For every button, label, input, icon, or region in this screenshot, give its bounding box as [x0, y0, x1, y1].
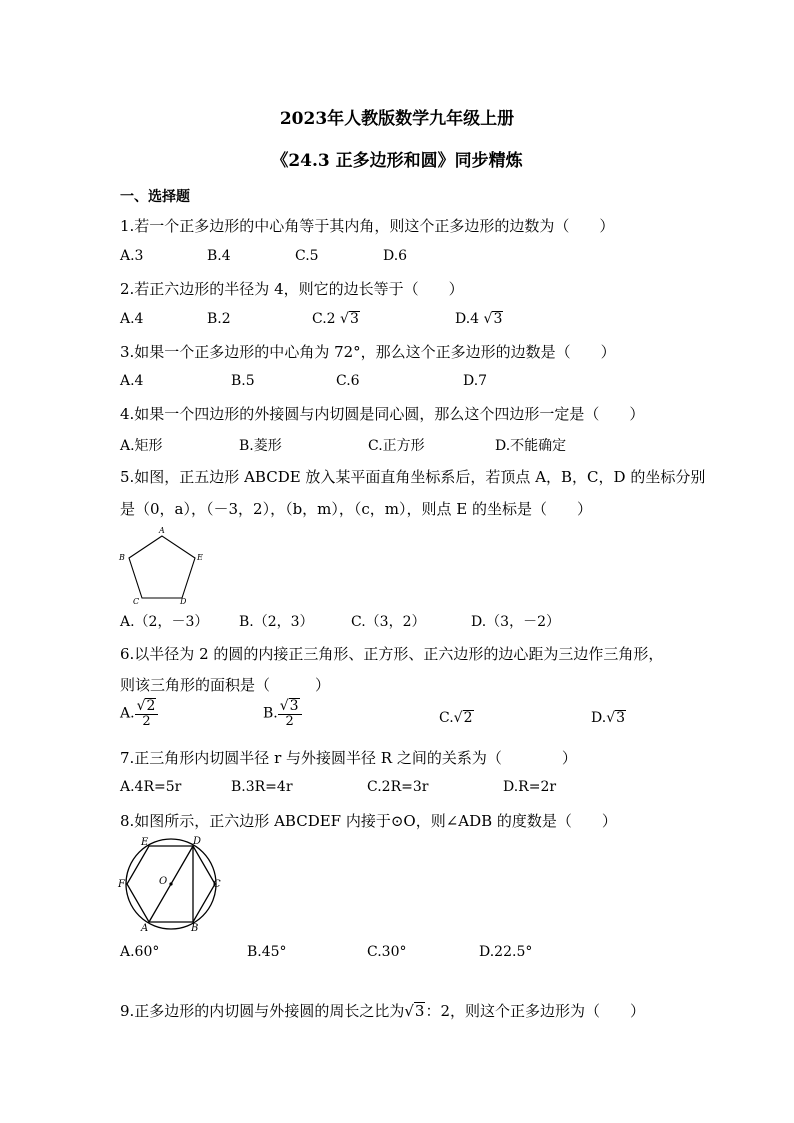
sqrt-symbol: √3: [404, 1002, 425, 1020]
radicand: 2: [146, 698, 156, 714]
q4-option-c[interactable]: C.正方形: [368, 438, 425, 454]
label-e: E: [197, 553, 203, 562]
question-9-stem: [120, 1000, 645, 1021]
q2-option-b[interactable]: B.2: [207, 311, 231, 327]
q1-option-b[interactable]: B.4: [207, 248, 231, 264]
sqrt-symbol: √3: [606, 710, 626, 726]
question-1-stem: 1.若一个正多边形的中心角等于其内角，则这个正多边形的边数为（ ）: [120, 217, 615, 235]
radicand: 3: [349, 311, 359, 327]
center-point: [169, 882, 172, 885]
fraction: [135, 698, 159, 729]
q3-option-b[interactable]: B.5: [231, 373, 255, 389]
question-4-stem: 4.如果一个四边形的外接圆与内切圆是同心圆，那么这个四边形一定是（ ）: [120, 405, 645, 423]
page-subtitle: 《24.3 正多边形和圆》同步精炼: [271, 151, 523, 171]
question-2-stem: 2.若正六边形的半径为 4，则它的边长等于（ ）: [120, 280, 464, 298]
q1-option-c[interactable]: C.5: [295, 248, 319, 264]
sqrt-symbol: √2: [453, 710, 473, 726]
label-b: B: [119, 553, 125, 562]
q8-option-c[interactable]: C.30°: [367, 944, 407, 960]
label-d: D: [180, 597, 187, 604]
page-title: 2023年人教版数学九年级上册: [279, 109, 515, 129]
q6-option-d[interactable]: [591, 710, 626, 726]
q6-option-d-label: D.: [591, 710, 607, 726]
q2-option-d[interactable]: [455, 311, 503, 327]
label-c: C: [213, 879, 221, 890]
q6-option-c-label: C.: [439, 710, 454, 726]
q5-option-b[interactable]: B.（2，3）: [239, 614, 314, 630]
q3-option-a[interactable]: A.4: [120, 373, 144, 389]
q6-option-a[interactable]: [120, 698, 158, 729]
radicand: 2: [463, 710, 473, 726]
q6-option-b-label: B.: [263, 705, 278, 722]
radicand: 3: [289, 698, 299, 714]
pentagon-figure: [116, 524, 216, 604]
denominator: 2: [285, 714, 294, 730]
label-e: E: [141, 837, 149, 848]
q5-option-c[interactable]: C.（3，2）: [351, 614, 426, 630]
q2-option-d-label: D.4: [455, 311, 480, 327]
section-heading: 一、选择题: [120, 189, 190, 205]
label-d: D: [193, 836, 202, 847]
label-a: A: [159, 526, 165, 535]
sqrt-symbol: √2: [136, 698, 156, 714]
q1-option-d[interactable]: D.6: [383, 248, 408, 264]
numerator: [135, 698, 159, 715]
q5-option-a[interactable]: A.（2，－3）: [120, 614, 209, 630]
q6-option-a-label: A.: [120, 705, 135, 722]
label-b: B: [191, 923, 199, 934]
label-o: O: [159, 876, 168, 887]
q7-option-c[interactable]: C.2R=3r: [367, 779, 429, 795]
hexagon-circle-figure: [115, 834, 225, 934]
q8-option-a[interactable]: A.60°: [120, 944, 160, 960]
q7-option-b[interactable]: B.3R=4r: [231, 779, 293, 795]
label-c: C: [133, 597, 140, 604]
q1-option-a[interactable]: A.3: [120, 248, 144, 264]
pentagon-abcde: [129, 536, 195, 598]
q2-option-c[interactable]: [312, 311, 360, 327]
numerator: [278, 698, 302, 715]
q7-option-d[interactable]: D.R=2r: [503, 779, 557, 795]
question-6-stem-line2: 则该三角形的面积是（ ）: [120, 676, 331, 694]
question-7-stem: 7.正三角形内切圆半径 r 与外接圆半径 R 之间的关系为（ ）: [120, 749, 577, 767]
label-a: A: [141, 923, 149, 934]
q4-option-b[interactable]: B.菱形: [239, 438, 282, 454]
radicand: 3: [414, 1002, 425, 1020]
question-8-stem: 8.如图所示，正六边形 ABCDEF 内接于⊙O，则∠ADB 的度数是（ ）: [120, 812, 617, 830]
q6-option-b[interactable]: [263, 698, 302, 729]
q8-option-d[interactable]: D.22.5°: [479, 944, 533, 960]
sqrt-symbol: √3: [279, 698, 299, 714]
sqrt-symbol: √3: [483, 311, 503, 327]
q9-stem-pre: 9.正多边形的内切圆与外接圆的周长之比为: [120, 1002, 405, 1020]
q2-option-c-label: C.2: [312, 311, 336, 327]
radicand: 3: [616, 710, 626, 726]
q6-option-c[interactable]: [439, 710, 474, 726]
sqrt-symbol: √3: [340, 311, 359, 327]
question-3-stem: 3.如果一个正多边形的中心角为 72°，那么这个正多边形的边数是（ ）: [120, 343, 616, 361]
q4-option-a[interactable]: A.矩形: [120, 438, 163, 454]
q2-option-a[interactable]: A.4: [120, 311, 144, 327]
q5-option-d[interactable]: D.（3，－2）: [471, 614, 560, 630]
q3-option-d[interactable]: D.7: [463, 373, 488, 389]
q7-option-a[interactable]: A.4R=5r: [120, 779, 182, 795]
question-5-stem-line1: 5.如图，正五边形 ABCDE 放入某平面直角坐标系后，若顶点 A，B，C，D 的坐标分别: [120, 468, 706, 486]
denominator: 2: [142, 714, 151, 730]
q8-option-b[interactable]: B.45°: [247, 944, 287, 960]
question-5-stem-line2: 是（0，a），（－3，2），（b，m），（c，m），则点 E 的坐标是（ ）: [120, 500, 593, 518]
fraction: [278, 698, 302, 729]
label-f: F: [118, 879, 125, 890]
q9-stem-post: ：2，则这个正多边形为（ ）: [425, 1002, 645, 1020]
question-6-stem-line1: 6.以半径为 2 的圆的内接正三角形、正方形、正六边形的边心距为三边作三角形，: [120, 645, 664, 663]
q4-option-d[interactable]: D.不能确定: [495, 438, 567, 454]
radicand: 3: [493, 311, 503, 327]
q3-option-c[interactable]: C.6: [336, 373, 360, 389]
